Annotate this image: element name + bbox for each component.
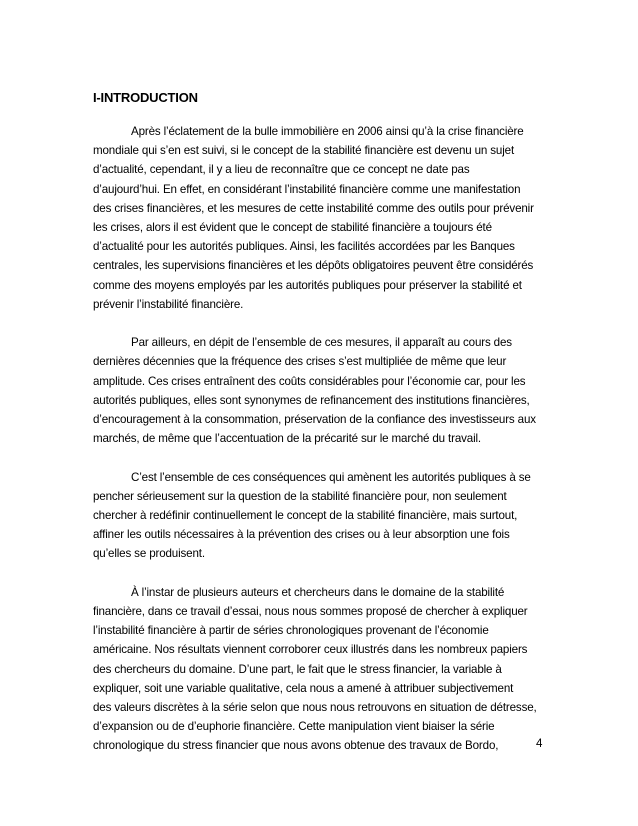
text-line: Après l’éclatement de la bulle immobilière en 2006 ainsi qu’à la crise financière [131, 125, 524, 138]
text-line: pencher sérieusement sur la question de la stabilité financière pour, non seulement [93, 489, 507, 503]
text-line: d’actualité, cependant, il y a lieu de reconnaître que ce concept ne date pas [93, 163, 470, 177]
text-line: Par ailleurs, en dépit de l’ensemble de ces mesures, il apparaît au cours des [131, 336, 512, 350]
body-text [93, 122, 545, 775]
text-line: dernières décennies que la fréquence des crises s’est multipliée de même que leur [93, 355, 507, 369]
text-line: des crises financières, et les mesures de cette instabilité comme des outils pour prévenir [93, 201, 534, 215]
text-line: qu’elles se produisent. [93, 547, 205, 561]
text-line: centrales, les supervisions financières et les dépôts obligatoires peuvent être considérés [93, 259, 534, 273]
text-line: d’encouragement à la consommation, préservation de la confiance des investisseurs aux [93, 413, 536, 427]
text-line: des valeurs discrètes à la série selon que nous nous retrouvons en situation de détresse, [93, 701, 537, 715]
text-line: amplitude. Ces crises entraînent des coûts considérables pour l’économie car, pour les [93, 374, 526, 388]
text-line: autorités publiques, elles sont synonymes de refinancement des institutions financières, [93, 393, 530, 407]
paragraph-2 [93, 333, 545, 448]
text-line: comme des moyens employés par les autorités publiques pour préserver la stabilité et [93, 278, 522, 292]
text-line: affiner les outils nécessaires à la prévention des crises ou à leur absorption une fois [93, 528, 510, 542]
text-line: marchés, de même que l’accentuation de la précarité sur le marché du travail. [93, 432, 481, 446]
text-line: prévenir l’instabilité financière. [93, 297, 244, 311]
text-line: À l’instar de plusieurs auteurs et chercheurs dans le domaine de la stabilité [131, 585, 505, 599]
text-line: d’actualité pour les autorités publiques. Ainsi, les facilités accordées par les Banques [93, 240, 515, 254]
paragraph-1 [93, 122, 545, 314]
text-line: d’expansion ou de d’euphorie financière. Cette manipulation vient biaiser la série [93, 720, 495, 734]
text-line: chronologique du stress financier que nous avons obtenue des travaux de Bordo, [93, 739, 499, 753]
text-line: des chercheurs du domaine. D’une part, le fait que le stress financier, la variable à [93, 662, 502, 676]
text-line: les crises, alors il est évident que le concept de stabilité financière a toujours été [93, 221, 492, 235]
paragraph-3 [93, 468, 545, 564]
text-line: financière, dans ce travail d’essai, nous nous sommes proposé de chercher à expliquer [93, 605, 528, 619]
section-heading: I-INTRODUCTION [93, 90, 198, 105]
text-line: expliquer, soit une variable qualitative, cela nous a amené à attribuer subjectivement [93, 681, 514, 695]
text-line: mondiale qui s’en est suivi, si le concept de la stabilité financière est devenu un sujet [93, 144, 515, 158]
text-line: l’instabilité financière à partir de séries chronologiques provenant de l’économie [93, 624, 489, 638]
text-line: C’est l’ensemble de ces conséquences qui amènent les autorités publiques à se [131, 470, 531, 484]
paragraph-4 [93, 583, 545, 756]
page-number: 4 [536, 737, 543, 750]
text-line: d’aujourd’hui. En effet, en considérant l’instabilité financière comme une manifestation [93, 182, 521, 196]
text-line: chercher à redéfinir continuellement le concept de la stabilité financière, mais surtout, [93, 509, 518, 523]
text-line: américaine. Nos résultats viennent corroborer ceux illustrés dans les nombreux papiers [93, 643, 528, 657]
